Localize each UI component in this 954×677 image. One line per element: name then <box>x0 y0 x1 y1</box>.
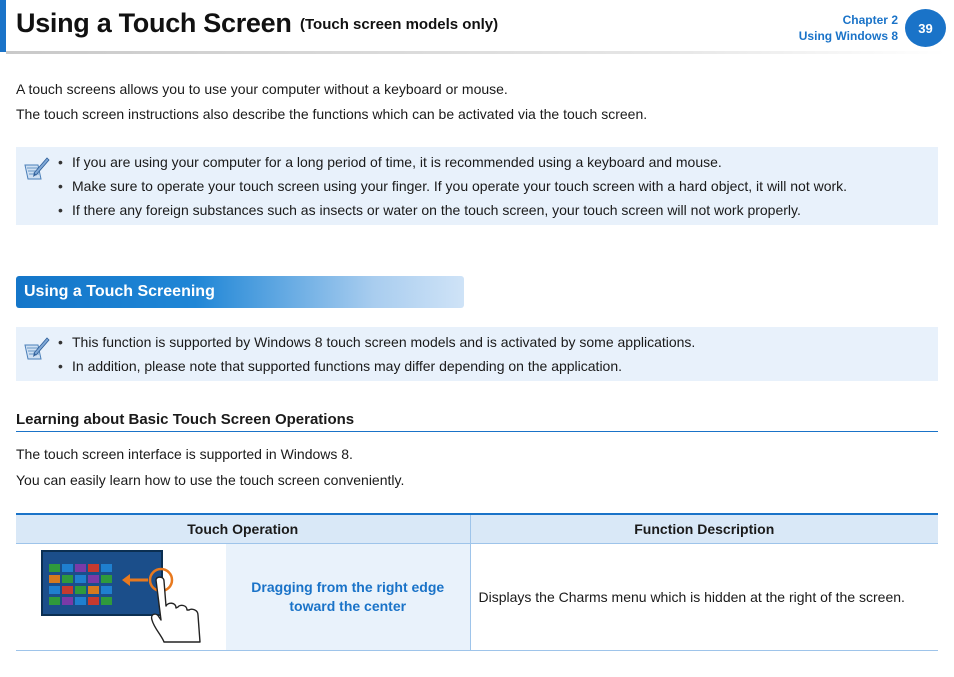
note-box <box>16 327 938 381</box>
header-divider <box>6 51 946 54</box>
gesture-illustration <box>16 544 226 650</box>
touch-operation-line-2: toward the center <box>289 597 407 614</box>
note-list <box>72 150 847 222</box>
intro-paragraph-2: The touch screen instructions also describe the functions which can be activated via the touch screen. <box>16 106 648 122</box>
column-header-function-description: Function Description <box>470 514 938 543</box>
touch-operation-label <box>226 543 470 650</box>
intro-paragraph-1: A touch screens allows you to use your computer without a keyboard or mouse. <box>16 81 508 97</box>
column-header-touch-operation: Touch Operation <box>16 514 470 543</box>
note-item: • In addition, please note that supported functions may differ depending on the application. <box>72 354 695 378</box>
note-item: • This function is supported by Windows 8 touch screen models and is activated by some applications. <box>72 330 695 354</box>
swipe-from-right-edge-illustration <box>16 544 226 650</box>
note-item: • If you are using your computer for a long period of time, it is recommended using a keyboard and mouse. <box>72 150 847 174</box>
note-pencil-icon <box>22 335 50 361</box>
note-item: • Make sure to operate your touch screen using your finger. If you operate your touch screen with a hard object, it will not work. <box>72 174 847 198</box>
section-heading: Using a Touch Screening <box>16 276 464 308</box>
table-header-row <box>16 514 938 543</box>
chapter-label <box>799 12 898 44</box>
chapter-name: Using Windows 8 <box>798 29 898 43</box>
note-box <box>16 147 938 225</box>
header-accent-bar <box>0 0 6 52</box>
table-row <box>16 543 938 650</box>
touch-operations-table <box>16 513 938 651</box>
function-description: Displays the Charms menu which is hidden at the right of the screen. <box>470 543 938 650</box>
page-title-main: Using a Touch Screen <box>16 8 292 38</box>
note-item: • If there any foreign substances such as insects or water on the touch screen, your touch screen will not work properly. <box>72 198 847 222</box>
subsection-paragraph-2: You can easily learn how to use the touch screen conveniently. <box>16 472 405 488</box>
page-number-badge: 39 <box>905 9 946 47</box>
note-pencil-icon <box>22 155 50 181</box>
page-title <box>16 8 498 39</box>
note-list <box>72 330 695 378</box>
touch-operation-line-1: Dragging from the right edge <box>251 578 445 595</box>
subsection-heading: Learning about Basic Touch Screen Operations <box>16 411 938 432</box>
gesture-illustration-cell <box>16 543 226 650</box>
subsection-paragraph-1: The touch screen interface is supported in Windows 8. <box>16 446 353 462</box>
page-title-subtitle: (Touch screen models only) <box>300 16 499 33</box>
chapter-number: Chapter 2 <box>842 13 898 27</box>
